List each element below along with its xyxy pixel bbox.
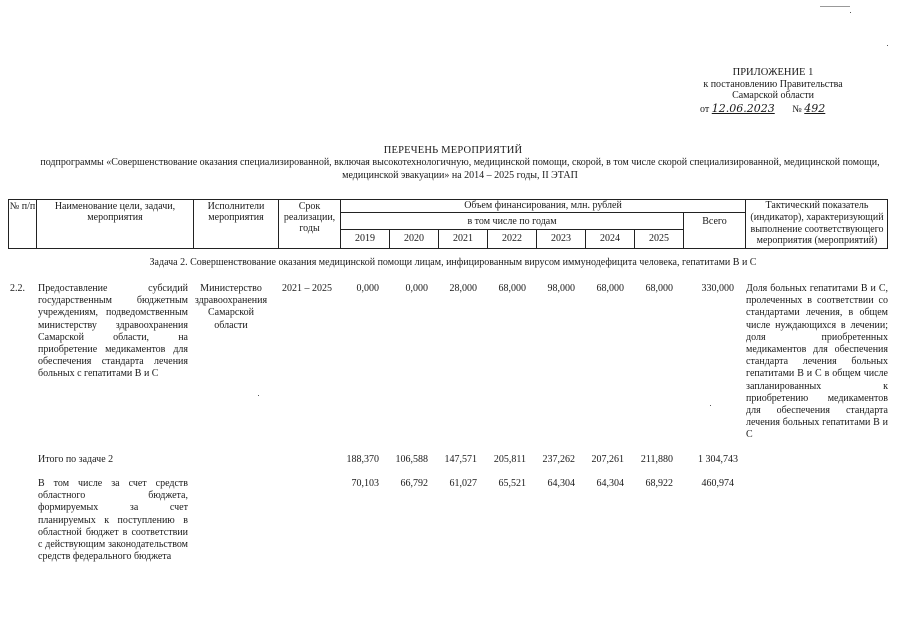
- total-2023: 237,262: [542, 454, 575, 465]
- decree-number: 492: [804, 101, 826, 115]
- header-year: 2021: [453, 233, 473, 244]
- value-2024: 68,000: [596, 283, 624, 294]
- header-year: 2020: [404, 233, 424, 244]
- scan-speck: [850, 12, 851, 13]
- measure-indicator: Доля больных гепатитами В и С, пролеченных в соответствии со стандартами лечения, в общем числе нуждающихся в лечении; доля приобретенных медикаментов для обеспечения стандарта лечения больных гепатитами В и С в общем числе запланированных к приобретению медикаментов для обеспечения стандарта лечения больных гепатитами В и С: [746, 283, 888, 441]
- total-2022: 205,811: [493, 454, 526, 465]
- value-2022: 68,000: [498, 283, 526, 294]
- header-term: Срок реализации, годы: [283, 201, 336, 234]
- total-2020: 106,588: [395, 454, 428, 465]
- regional-2022: 65,521: [498, 478, 526, 489]
- regional-2025: 68,922: [645, 478, 673, 489]
- value-2020: 0,000: [405, 283, 428, 294]
- scan-speck: [710, 405, 711, 406]
- document-subtitle: подпрограммы «Совершенствование оказания специализированной, включая высокотехнологичную, медицинской помощи, скорой, в том числе скорой специализированной, медицинской помощи, медицинской эвакуации» на 2014 – 2025 годы, II ЭТАП: [40, 157, 880, 181]
- measure-name: Предоставление субсидий государственным бюджетным учреждениям, подведомственным министерству здравоохранения Самарской области, на приобретение медикаментов для обеспечения стандарта лечения больных с гепатитами В и С: [38, 283, 188, 380]
- header-year: 2024: [600, 233, 620, 244]
- value-2023: 98,000: [547, 283, 575, 294]
- total-row-label: Итого по задаче 2: [38, 454, 114, 465]
- regional-2020: 66,792: [400, 478, 428, 489]
- header-num: № п/п: [9, 201, 36, 212]
- total-2021: 147,571: [444, 454, 477, 465]
- measure-executor: Министерство здравоохранения Самарской области: [194, 283, 268, 331]
- appendix-line1: к постановлению Правительства: [703, 78, 843, 90]
- regional-2024: 64,304: [596, 478, 624, 489]
- regional-2021: 61,027: [449, 478, 477, 489]
- appendix-title: ПРИЛОЖЕНИЕ 1: [732, 67, 814, 78]
- regional-2019: 70,103: [351, 478, 379, 489]
- scan-speck: [887, 45, 888, 46]
- number-label: №: [792, 103, 802, 115]
- header-total: Всего: [702, 216, 727, 227]
- header-year: 2022: [502, 233, 522, 244]
- header-name: Наименование цели, задачи, мероприятия: [54, 201, 176, 223]
- scan-mark: [820, 6, 850, 7]
- appendix-line2: Самарской области: [732, 90, 814, 101]
- header-executors: Исполнители мероприятия: [207, 201, 265, 223]
- appendix-block: [688, 67, 858, 115]
- document-title: ПЕРЕЧЕНЬ МЕРОПРИЯТИЙ: [383, 145, 523, 156]
- decree-date: 12.06.2023: [711, 101, 775, 115]
- header-year: 2023: [551, 233, 571, 244]
- scan-speck: [258, 395, 259, 396]
- measure-term: 2021 – 2025: [282, 283, 332, 294]
- header-year: 2025: [649, 233, 669, 244]
- row-number: 2.2.: [10, 283, 25, 294]
- total-2025: 211,880: [640, 454, 673, 465]
- regional-total: 460,974: [701, 478, 734, 489]
- total-sum: 1 304,743: [698, 454, 738, 465]
- task-title: Задача 2. Совершенствование оказания медицинской помощи лицам, инфицированным вирусом иммунодефицита человека, гепатитами В и С: [149, 257, 757, 268]
- value-2025: 68,000: [645, 283, 673, 294]
- header-indicator: Тактический показатель (индикатор), характеризующий выполнение соответствующего мероприятия (мероприятий): [750, 200, 884, 247]
- value-total: 330,000: [701, 283, 734, 294]
- header-by-years: в том числе по годам: [467, 216, 557, 227]
- header-year: 2019: [355, 233, 375, 244]
- total-2024: 207,261: [591, 454, 624, 465]
- header-funding: Объем финансирования, млн. рублей: [464, 200, 622, 211]
- table-header: [8, 199, 888, 249]
- value-2021: 28,000: [449, 283, 477, 294]
- decree-date-number: [688, 103, 858, 116]
- from-label: от: [700, 103, 710, 115]
- total-2019: 188,370: [346, 454, 379, 465]
- regional-row-label: В том числе за счет средств областного бюджета, формируемых за счет планируемых к поступлению в областной бюджет в соответствии с действующим законодательством средств федерального бюджета: [38, 478, 188, 563]
- regional-2023: 64,304: [547, 478, 575, 489]
- value-2019: 0,000: [356, 283, 379, 294]
